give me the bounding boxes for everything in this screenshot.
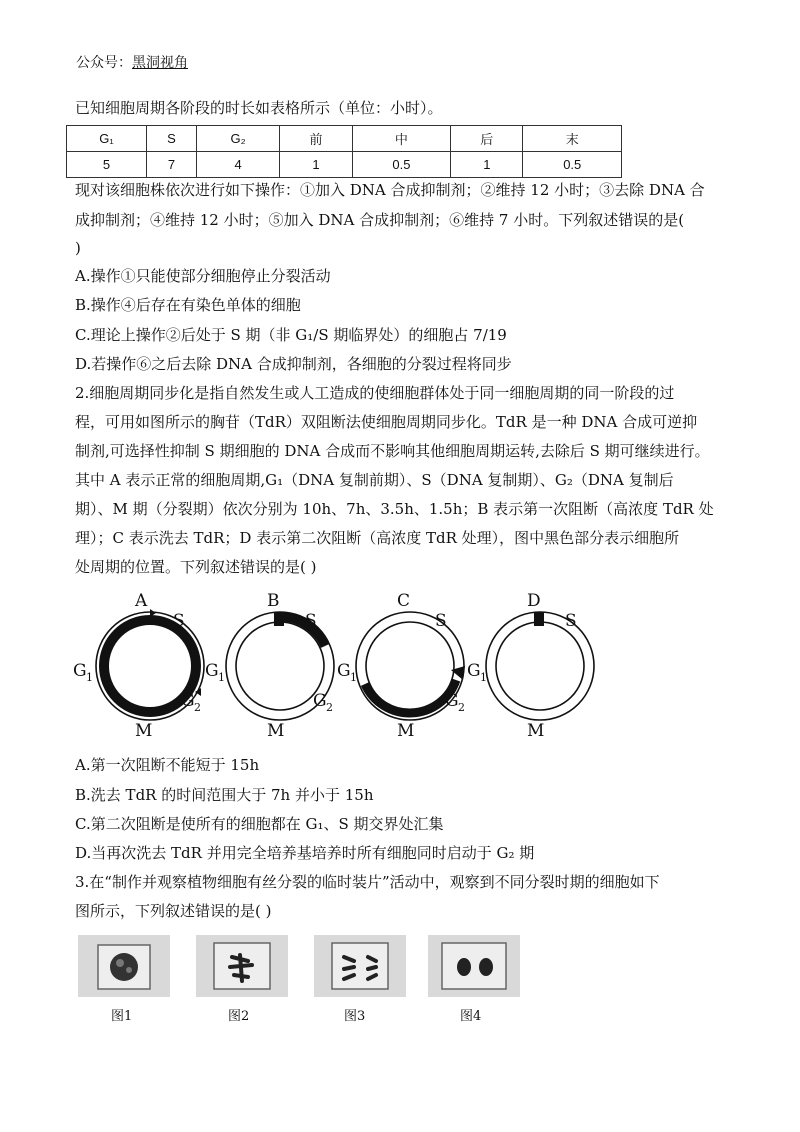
label-m: M [527,721,545,738]
table-value-cell: 1 [451,152,523,178]
table-value-cell: 0.5 [352,152,450,178]
label-g1: G [205,661,219,681]
q2-option-b: B.洗去 TdR 的时间范围大于 7h 并小于 15h [75,786,374,804]
q2-stem-line-4: 其中 A 表示正常的细胞周期,G₁（DNA 复制前期）、S（DNA 复制期）、G₂（DNA 复制后 [75,471,674,489]
table-header-cell: G₁ [67,126,147,152]
label-g2: G [181,691,195,711]
label-a: A [135,591,148,611]
q1-option-a: A.操作①只能使部分细胞停止分裂活动 [75,267,331,285]
label-d: D [527,591,541,611]
q3-stem-line-1: 3.在“制作并观察植物细胞有丝分裂的临时装片”活动中，观察到不同分裂时期的细胞如下 [75,873,660,891]
cycle-diagram-c [337,591,465,738]
q2-option-a: A.第一次阻断不能短于 15h [75,756,260,774]
table-value-cell: 1 [280,152,352,178]
q2-stem-line-3: 制剂,可选择性抑制 S 期细胞的 DNA 合成而不影响其他细胞周期运转,去除后 S 期可继续进行。 [75,442,710,460]
header-watermark [76,52,188,72]
header-name: 黑洞视角 [132,55,188,71]
micrograph-4 [428,935,520,997]
micrograph-caption-1: 图1 [111,1009,133,1024]
table-value-cell: 0.5 [523,152,622,178]
label-s: S [173,611,185,631]
q1-intro: 已知细胞周期各阶段的时长如表格所示（单位：小时）。 [75,99,443,117]
q2-stem-line-1: 2.细胞周期同步化是指自然发生或人工造成的使细胞群体处于同一细胞周期的同一阶段的过 [75,384,675,402]
table-header-cell: 末 [523,126,622,152]
label-s: S [565,611,577,631]
q1-stem-line-2: 成抑制剂；④维持 12 小时；⑤加入 DNA 合成抑制剂；⑥维持 7 小时。下列叙述错误的是( [75,211,685,229]
table-header-cell: G₂ [196,126,279,152]
table-header-cell: 前 [280,126,352,152]
label-g1-sub: 1 [480,671,487,684]
label-g1: G [337,661,351,681]
q2-stem-line-6: 理）；C 表示洗去 TdR；D 表示第二次阻断（高浓度 TdR 处理），图中黑色部分表示细胞所 [75,529,680,547]
micrograph-caption-3: 图3 [344,1009,366,1024]
q1-stem-line-1: 现对该细胞株依次进行如下操作：①加入 DNA 合成抑制剂；②维持 12 小时；③去除 DNA 合 [75,181,705,199]
q2-stem-line-5: 期）、M 期（分裂期）依次分别为 10h、7h、3.5h、1.5h；B 表示第一次阻断（高浓度 TdR 处 [75,500,714,518]
q3-stem-line-2: 图所示，下列叙述错误的是( ) [75,902,272,920]
cycle-diagram-d [467,591,594,738]
table-header-row [67,126,622,152]
table-header-cell: 中 [352,126,450,152]
table-header-cell: S [147,126,197,152]
label-g2-sub: 2 [458,701,465,714]
label-g1: G [467,661,481,681]
cycle-diagram-b [205,591,334,738]
table-value-cell: 5 [67,152,147,178]
table-value-cell: 4 [196,152,279,178]
label-g2-sub: 2 [326,701,333,714]
label-g2: G [313,691,327,711]
q2-option-d: D.当再次洗去 TdR 并用完全培养基培养时所有细胞同时启动于 G₂ 期 [75,844,535,862]
table-header-cell: 后 [451,126,523,152]
micrograph-caption-4: 图4 [460,1009,482,1024]
label-g1-sub: 1 [86,671,93,684]
micrograph-3 [314,935,406,997]
label-g1-sub: 1 [350,671,357,684]
table-value-row [67,152,622,178]
micrograph-1 [78,935,170,997]
header-prefix: 公众号： [76,55,132,71]
label-g2: G [445,691,459,711]
label-m: M [267,721,285,738]
q2-option-c: C.第二次阻断是使所有的细胞都在 G₁、S 期交界处汇集 [75,815,444,833]
micrograph-caption-2: 图2 [228,1009,250,1024]
label-b: B [267,591,280,611]
label-g1: G [73,661,87,681]
q1-stem-line-3: ) [75,239,81,257]
label-m: M [397,721,415,738]
micrograph-2 [196,935,288,997]
q2-stem-line-7: 处周期的位置。下列叙述错误的是( ) [75,558,317,576]
q1-option-d: D.若操作⑥之后去除 DNA 合成抑制剂，各细胞的分裂过程将同步 [75,355,512,373]
label-g2-sub: 2 [194,701,201,714]
table-value-cell: 7 [147,152,197,178]
label-g1-sub: 1 [218,671,225,684]
label-c: C [397,591,411,611]
q1-option-c: C.理论上操作②后处于 S 期（非 G₁/S 期临界处）的细胞占 7/19 [75,326,507,344]
cell-cycle-diagram [55,588,615,738]
q1-option-b: B.操作④后存在有染色单体的细胞 [75,296,301,314]
label-m: M [135,721,153,738]
label-s: S [435,611,447,631]
cell-cycle-table [66,125,622,178]
cycle-diagram-a [73,591,204,738]
q2-stem-line-2: 程，可用如图所示的胸苷（TdR）双阻断法使细胞周期同步化。TdR 是一种 DNA 合成可逆抑 [75,413,698,431]
label-s: S [305,611,317,631]
